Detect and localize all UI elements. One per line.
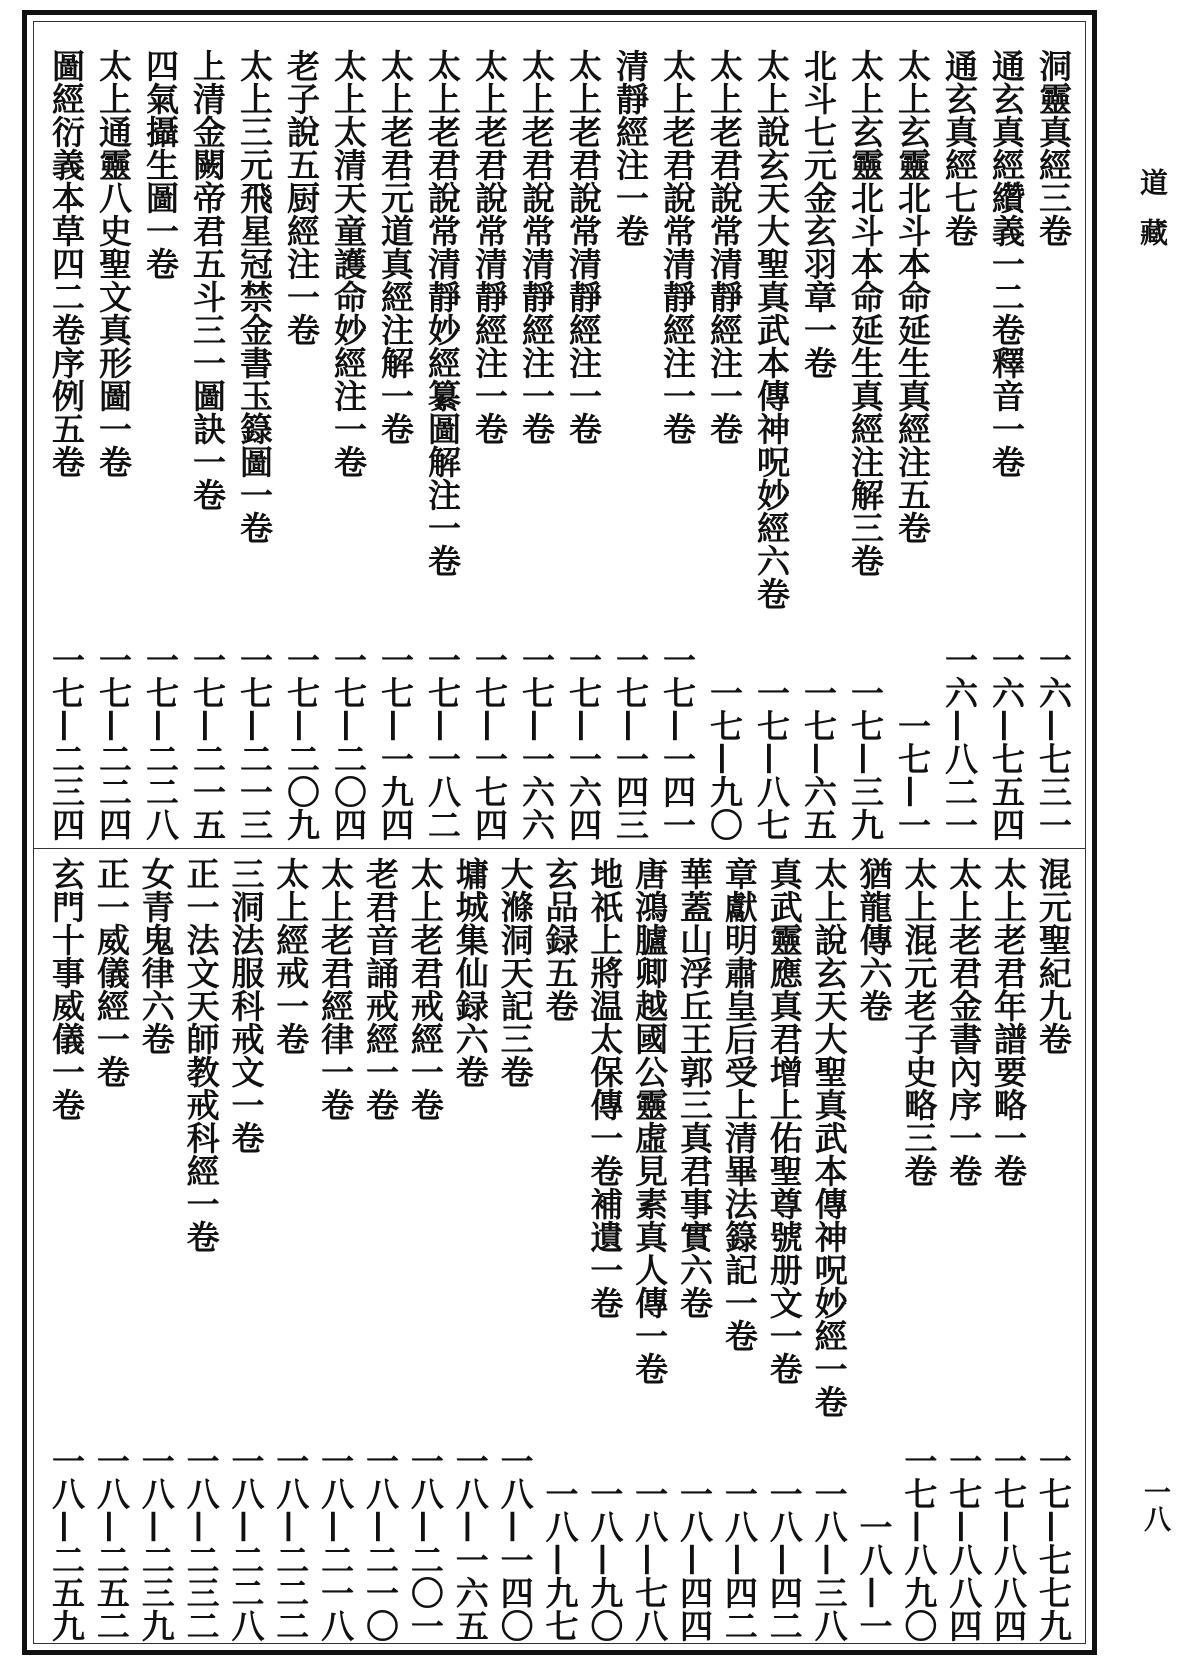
catalog-entry [137,857,175,1642]
entry-page-ref: 一七—八七 [752,676,791,841]
entry-title: 太上說玄天大聖真武本傳神呪妙經一卷 [809,857,849,1418]
catalog-frame [22,10,1097,1655]
entry-page-ref: 一七—八八四 [944,1444,984,1642]
catalog-entry [940,49,978,841]
entry-title: 老子說五厨經注一卷 [282,49,321,346]
entry-page-ref: 一七—一四一 [658,643,697,841]
catalog-entry [585,857,623,1642]
entry-title: 通玄真經七卷 [940,49,979,247]
entry-title: 四氣攝生圖一卷 [141,49,180,280]
entry-page-ref: 一七—二二八 [141,643,180,841]
entry-title: 北斗七元金玄羽章一卷 [799,49,838,379]
catalog-entry [720,857,758,1642]
entry-page-ref: 一七—一六六 [517,643,556,841]
catalog-entry [47,857,85,1642]
catalog-entry [92,857,130,1642]
entry-title: 太上老君說常清靜經注一卷 [470,49,509,445]
catalog-entry [282,49,320,841]
catalog-entry [810,857,848,1642]
entry-page-ref: 一八—二五二 [91,1444,131,1642]
catalog-entry [658,49,696,841]
entry-page-ref: 一七—一四三 [611,643,650,841]
entry-title: 太上老君說常清靜經注一卷 [705,49,744,445]
entry-title: 太上老君戒經一卷 [405,857,445,1121]
entry-page-ref: 一六—八二一 [940,643,979,841]
catalog-entry [564,49,602,841]
entry-page-ref: 一七—一六四 [564,643,603,841]
page-number: 一八 [1139,1478,1170,1532]
collection-side-label: 道藏 [1136,168,1169,268]
catalog-entry [765,857,803,1642]
entry-title: 太上老君元道真經注解一卷 [376,49,415,445]
catalog-entry [316,857,354,1642]
catalog-entry [752,49,790,841]
catalog-entry [799,49,837,841]
catalog-entry [470,49,508,841]
entry-title: 太上三元飛星冠禁金書玉籙圖一卷 [235,49,274,544]
entry-title: 上清金闕帝君五斗三一圖訣一卷 [188,49,227,511]
catalog-entry [1034,857,1072,1642]
entry-page-ref: 一七—二三四 [47,643,86,841]
entry-page-ref: 一七—六五 [799,676,838,841]
entry-page-ref: 一八—二〇一 [405,1444,445,1642]
entry-page-ref: 一七—一七四 [470,643,509,841]
entry-page-ref: 一七—九〇 [705,676,744,841]
entry-title: 太上老君金書內序一卷 [944,857,984,1187]
catalog-entry [271,857,309,1642]
catalog-entry [182,857,220,1642]
entry-title: 太上通靈八史聖文真形圖一卷 [94,49,133,478]
entry-title: 墉城集仙録六卷 [450,857,490,1088]
catalog-entry [329,49,367,841]
entry-title: 通玄真經纘義一二卷釋音一卷 [987,49,1026,478]
lower-section [47,857,1072,1642]
catalog-entry [854,857,892,1642]
entry-title: 清靜經注一卷 [611,49,650,247]
catalog-entry [406,857,444,1642]
entry-page-ref: 一七—二〇四 [329,643,368,841]
entry-title: 正一威儀經一卷 [91,857,131,1088]
entry-page-ref: 一八—二五九 [47,1444,86,1642]
catalog-entry [496,857,534,1642]
entry-page-ref: 一八—二一八 [316,1444,356,1642]
entry-title: 太上經戒一卷 [271,857,311,1055]
entry-page-ref: 一八—一六五 [450,1444,490,1642]
entry-title: 太上太清天童護命妙經注一卷 [329,49,368,478]
entry-title: 地祇上將温太保傳一卷補遺一卷 [585,857,625,1319]
entry-page-ref: 一七—八九〇 [899,1444,939,1642]
catalog-entry [94,49,132,841]
catalog-entry [611,49,649,841]
catalog-entry [846,49,884,841]
entry-title: 正一法文天師教戒科經一卷 [181,857,221,1253]
entry-page-ref: 一七—二〇九 [282,643,321,841]
catalog-entry [899,857,937,1642]
entry-page-ref: 一七—一 [893,709,932,841]
entry-title: 太上老君說常清靜經注一卷 [517,49,556,445]
entry-page-ref: 一八—四四 [675,1477,715,1642]
entry-title: 女青鬼律六卷 [136,857,176,1055]
catalog-entry [376,49,414,841]
catalog-entry [540,857,578,1642]
entry-page-ref: 一七—一八二 [423,643,462,841]
catalog-entry [893,49,931,841]
entry-title: 章獻明肅皇后受上清畢法籙記一卷 [719,857,759,1352]
section-divider [34,848,1085,849]
entry-title: 老君音誦戒經一卷 [361,857,401,1121]
entry-title: 太上老君年譜要略一卷 [989,857,1029,1187]
entry-title: 三洞法服科戒文一卷 [226,857,266,1154]
catalog-entry [188,49,226,841]
catalog-entry [1034,49,1072,841]
entry-page-ref: 一八—七八 [630,1477,670,1642]
catalog-entry [630,857,668,1642]
catalog-entry [944,857,982,1642]
entry-page-ref: 一八—二三九 [136,1444,176,1642]
entry-title: 太上說玄天大聖真武本傳神呪妙經六卷 [752,49,791,610]
entry-title: 太上老君經律一卷 [316,857,356,1121]
entry-title: 太上混元老子史略三卷 [899,857,939,1187]
entry-page-ref: 一八—一 [854,1510,894,1642]
catalog-entry [705,49,743,841]
entry-title: 玄品録五卷 [540,857,580,1022]
catalog-entry [226,857,264,1642]
entry-page-ref: 一七—一九四 [376,643,415,841]
entry-page-ref: 一八—三八 [809,1477,849,1642]
entry-title: 玄門十事威儀一卷 [47,857,86,1121]
entry-page-ref: 一六—七五四 [987,643,1026,841]
entry-page-ref: 一八—二二八 [226,1444,266,1642]
entry-title: 猶龍傳六卷 [854,857,894,1022]
entry-page-ref: 一八—二二二 [271,1444,311,1642]
entry-title: 大滌洞天記三卷 [495,857,535,1088]
catalog-entry [47,49,85,841]
entry-page-ref: 一七—二一三 [235,643,274,841]
entry-title: 太上老君說常清靜妙經纂圖解注一卷 [423,49,462,577]
entry-page-ref: 一七—三九 [846,676,885,841]
entry-page-ref: 一八—四二 [719,1477,759,1642]
entry-title: 圖經衍義本草四二卷序例五卷 [47,49,86,478]
entry-page-ref: 一八—九七 [540,1477,580,1642]
entry-page-ref: 一七—二一五 [188,643,227,841]
entry-title: 唐鴻臚卿越國公靈虛見素真人傳一卷 [630,857,670,1385]
catalog-entry [987,49,1025,841]
entry-title: 太上老君說常清靜經注一卷 [658,49,697,445]
entry-page-ref: 一八—二三二 [181,1444,221,1642]
catalog-entry [361,857,399,1642]
catalog-entry [235,49,273,841]
entry-title: 真武靈應真君增上佑聖尊號册文一卷 [764,857,804,1385]
entry-title: 洞靈真經三卷 [1034,49,1073,247]
entry-title: 太上玄靈北斗本命延生真經注解三卷 [846,49,885,577]
entry-page-ref: 一七—七七九 [1033,1444,1073,1642]
entry-page-ref: 一七—二二四 [94,643,133,841]
entry-page-ref: 一六—七三一 [1034,643,1073,841]
catalog-entry [989,857,1027,1642]
entry-page-ref: 一八—一四〇 [495,1444,535,1642]
upper-section [47,49,1072,841]
catalog-entry [675,857,713,1642]
entry-page-ref: 一七—八八四 [989,1444,1029,1642]
entry-title: 華蓋山浮丘王郭三真君事實六卷 [675,857,715,1319]
entry-title: 太上老君說常清靜經注一卷 [564,49,603,445]
entry-title: 混元聖紀九卷 [1033,857,1073,1055]
entry-page-ref: 一八—九〇 [585,1477,625,1642]
catalog-entry [141,49,179,841]
catalog-entry [517,49,555,841]
catalog-entry [451,857,489,1642]
entry-title: 太上玄靈北斗本命延生真經注五卷 [893,49,932,544]
entry-page-ref: 一八—二一〇 [361,1444,401,1642]
entry-page-ref: 一八—四二 [764,1477,804,1642]
catalog-entry [423,49,461,841]
